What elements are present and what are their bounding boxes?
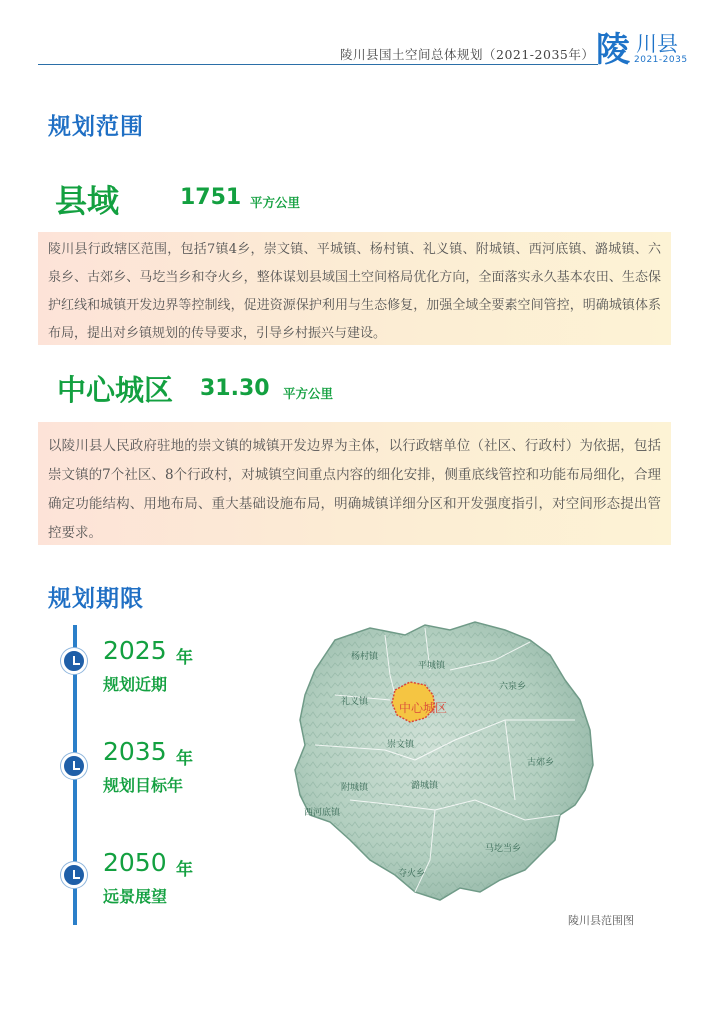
center-heading: 中心城区: [57, 373, 174, 407]
document-title: 陵川县国土空间总体规划（2021-2035年）: [340, 47, 595, 62]
logo-text: 川县: [636, 32, 678, 56]
map-caption: 陵川县范围图: [568, 914, 634, 927]
town-label: 平城镇: [418, 661, 446, 671]
town-label: 夺火乡: [398, 869, 426, 879]
period-label: 规划近期: [103, 675, 168, 694]
county-heading: 县域: [55, 182, 120, 220]
county-map: [275, 600, 615, 920]
period-label: 规划目标年: [103, 776, 184, 795]
period-year-unit: 年: [176, 860, 193, 880]
town-label: 礼义镇: [341, 697, 369, 707]
period-year-unit: 年: [176, 749, 193, 769]
center-area-unit: 平方公里: [283, 386, 334, 401]
period-year-unit: 年: [176, 648, 193, 668]
map-center-label: 中心城区: [399, 701, 448, 715]
header-divider: [38, 64, 598, 65]
section-title-period: 规划期限: [48, 586, 144, 612]
county-description: 陵川县行政辖区范围，包括7镇4乡，崇文镇、平城镇、杨村镇、礼义镇、附城镇、西河底镇、潞城镇、六泉乡、古郊乡、马圪当乡和夺火乡，整体谋划县域国土空间格局优化方向，全面落实永久基本农田、生态保护红线和城镇开发边界等控制线，促进资源保护利用与生态修复，加强全域全要素空间管控，明确城镇体系布局，提出对乡镇规划的传导要求，引导乡村振兴与建设。: [38, 232, 671, 345]
logo-character: 陵: [596, 30, 630, 70]
town-label: 杨村镇: [351, 652, 379, 662]
period-label: 远景展望: [103, 887, 168, 906]
county-area-value: 1751: [180, 185, 242, 210]
town-label: 马圪当乡: [485, 844, 522, 854]
town-label: 潞城镇: [411, 781, 439, 791]
town-label: 六泉乡: [499, 682, 527, 692]
town-label: 古郊乡: [527, 758, 555, 768]
town-label: 附城镇: [341, 783, 369, 793]
logo-years: 2021-2035: [634, 55, 688, 65]
clock-icon: [61, 753, 87, 779]
period-year: 2050: [103, 848, 167, 877]
period-year: 2025: [103, 636, 167, 665]
clock-icon: [61, 862, 87, 888]
period-year: 2035: [103, 737, 167, 766]
center-description: 以陵川县人民政府驻地的崇文镇的城镇开发边界为主体，以行政辖单位（社区、行政村）为依据，包括崇文镇的7个社区、8个行政村，对城镇空间重点内容的细化安排，侧重底线管控和功能布局细化，合理确定功能结构、用地布局、重大基础设施布局，明确城镇详细分区和开发强度指引，对空间形态提出管控要求。: [38, 422, 671, 545]
town-label: 崇文镇: [387, 740, 415, 750]
town-label: 西河底镇: [304, 808, 341, 818]
county-area-unit: 平方公里: [250, 195, 301, 210]
section-title-scope: 规划范围: [48, 114, 144, 140]
county-logo: [596, 20, 696, 72]
center-area-value: 31.30: [200, 376, 270, 401]
clock-icon: [61, 648, 87, 674]
